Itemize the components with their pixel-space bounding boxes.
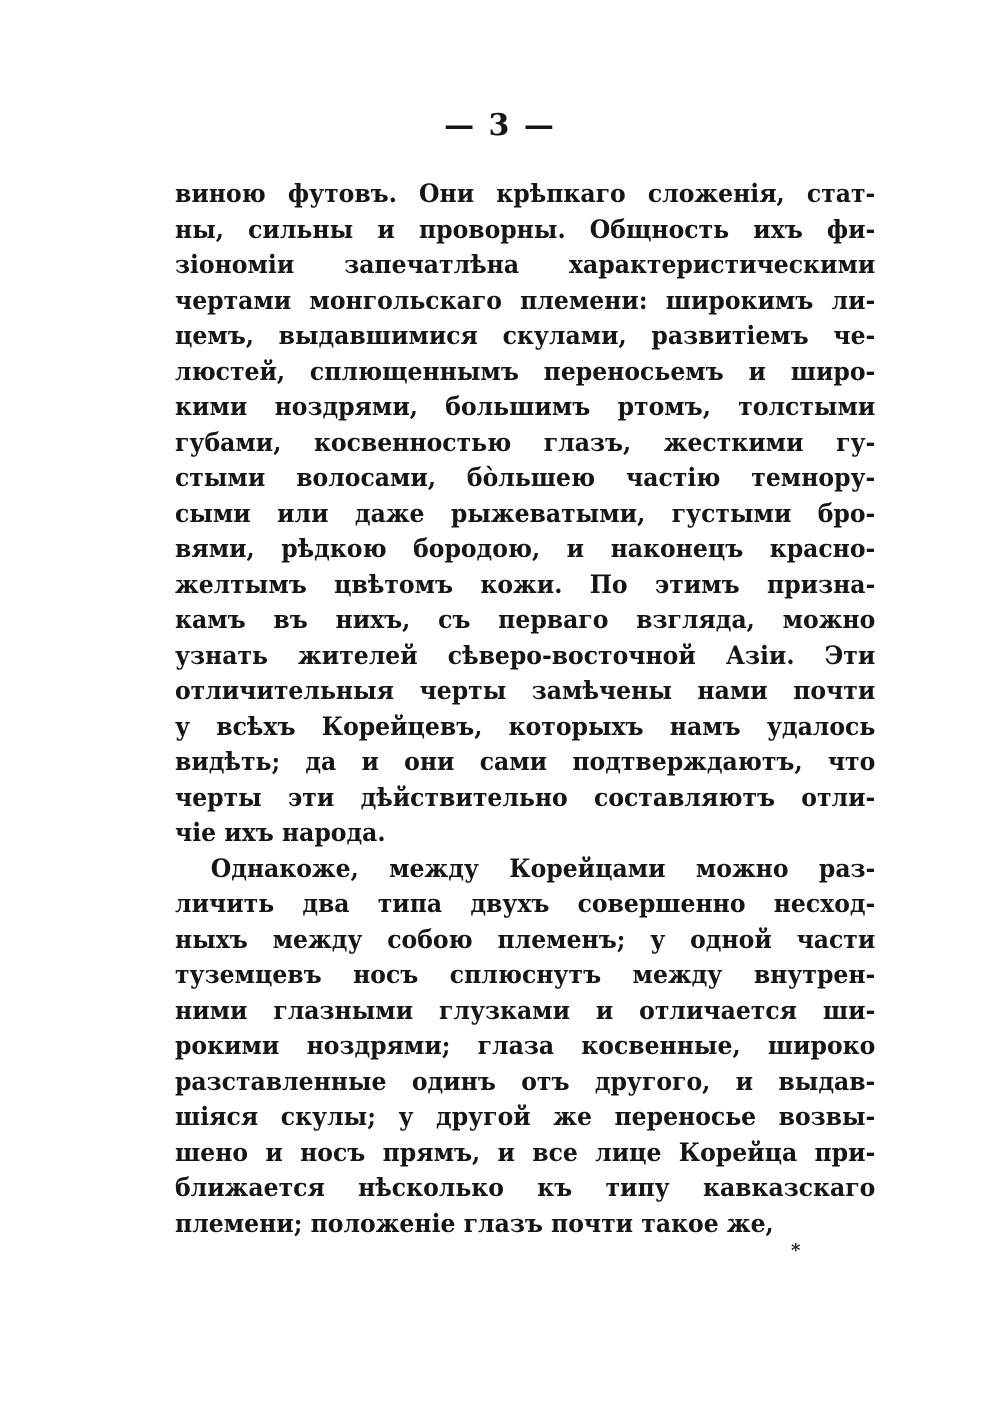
text-line: племени; положеніе глазъ почти такое же, [175,1208,774,1238]
text-line: вями, рѣдкою бородою, и наконецъ красно- [175,534,876,563]
text-line: черты эти дѣйствительно составляютъ отли- [175,782,876,812]
text-line: цемъ, выдавшимися скулами, развитіемъ че- [175,321,876,350]
text-line: Однакоже, между Корейцами можно раз- [210,853,876,883]
text-line: отличительныя черты замѣчены нами почти [175,676,876,705]
text-line: камъ въ нихъ, съ перваго взгляда, можно [175,605,876,634]
text-line: желтымъ цвѣтомъ кожи. По этимъ призна- [175,569,876,599]
text-line: разставленные одинъ отъ другого, и выдав- [175,1066,876,1096]
text-line: чертами монгольскаго племени: широкимъ ли- [175,285,876,315]
text-line: видѣть; да и они сами подтверждаютъ, что [175,747,876,776]
text-line: личить два типа двухъ совершенно несход- [175,889,876,918]
text-line: узнать жителей сѣверо-восточной Азіи. Эти [175,640,876,670]
body-text [175,176,875,1241]
text-line: ними глазными глузками и отличается ши- [175,995,876,1025]
page-number: — 3 — [444,108,556,143]
text-line: туземцевъ носъ сплюснутъ между внутрен- [175,960,876,989]
text-line: люстей, сплющеннымъ переносьемъ и широ- [175,356,876,386]
text-line: зіономіи запечатлѣна характеристическими [175,250,876,279]
text-line: сыми или даже рыжеватыми, густыми бро- [175,498,876,528]
text-line: кими ноздрями, большимъ ртомъ, толстыми [175,392,876,421]
text-line: у всѣхъ Корейцевъ, которыхъ намъ удалось [175,711,876,741]
text-line: ныхъ между собою племенъ; у одной части [175,924,876,954]
signature-mark: * [791,1240,801,1261]
text-line: шено и носъ прямъ, и все лице Корейца при- [175,1137,876,1167]
text-line: виною футовъ. Они крѣпкаго сложенія, стат- [175,179,876,208]
text-line: губами, косвенностью глазъ, жесткими гу- [175,427,876,457]
text-line: стыми волосами, бо̀льшею частію темнору- [175,463,876,492]
text-line: рокими ноздрями; глаза косвенные, широко [175,1031,876,1060]
text-line: ближается нѣсколько къ типу кавказскаго [175,1173,876,1202]
text-line: чіе ихъ народа. [175,818,386,847]
text-line: ны, сильны и проворны. Общность ихъ фи- [175,214,876,244]
text-line: шіяся скулы; у другой же переносье возвы- [175,1102,876,1131]
